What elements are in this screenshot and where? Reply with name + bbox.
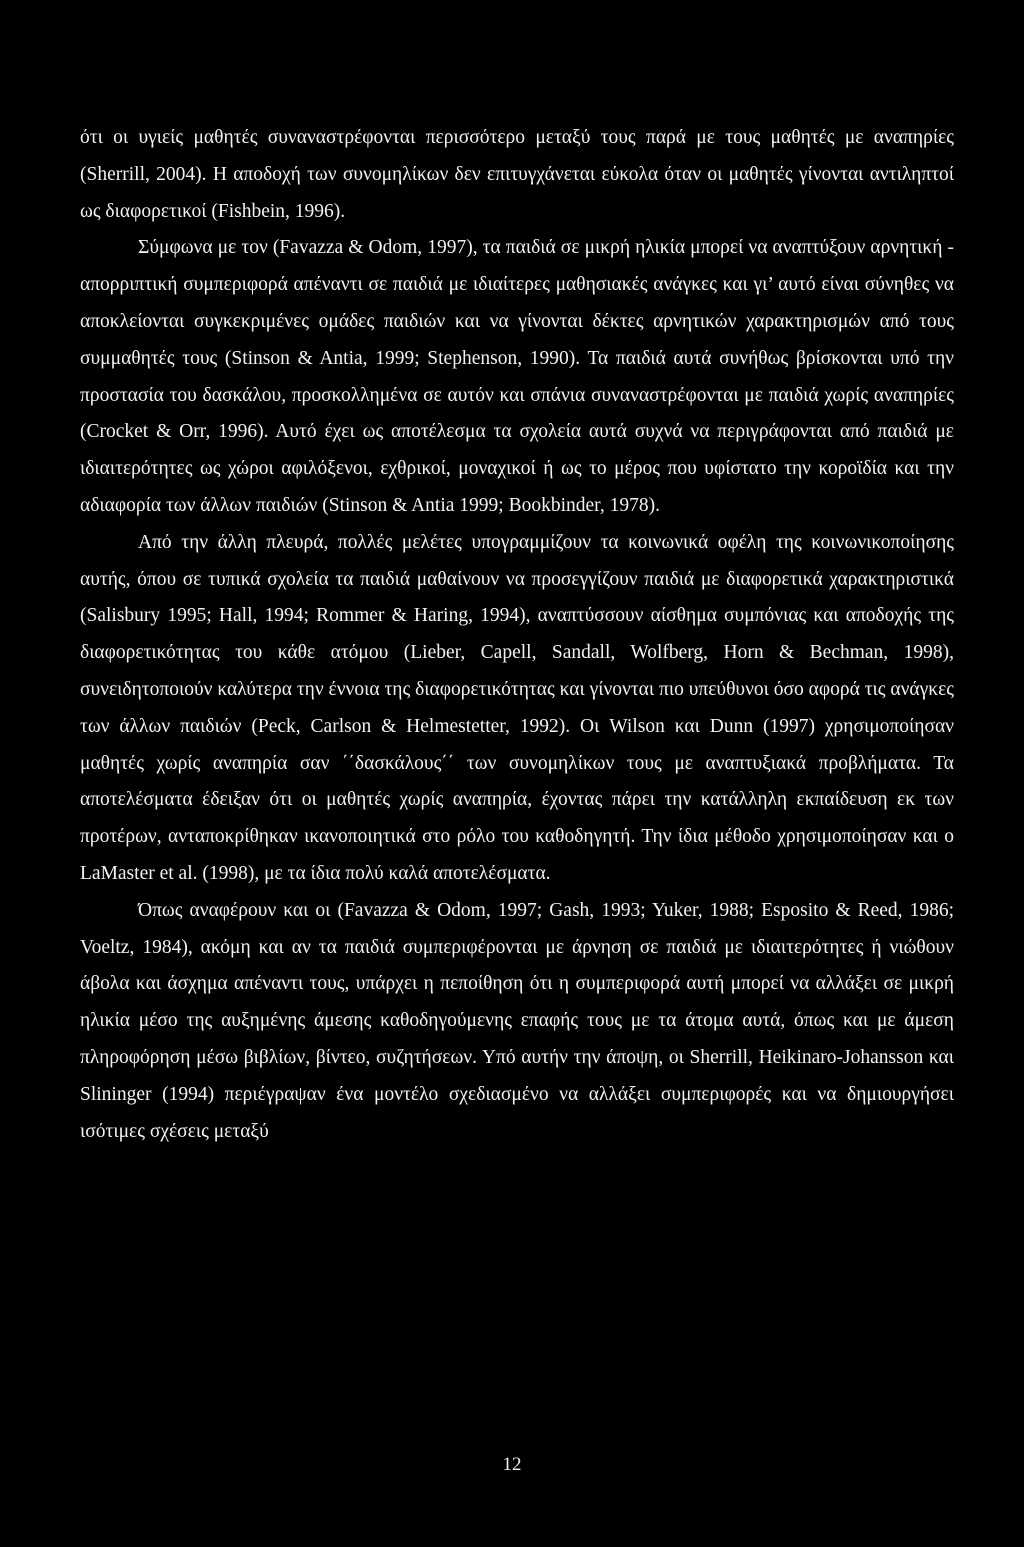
- paragraph-continuation: ότι οι υγιείς μαθητές συναναστρέφονται περισσότερο μεταξύ τους παρά με τους μαθητές με αναπηρίες (Sherrill, 2004). Η αποδοχή των συνομηλίκων δεν επιτυγχάνεται εύκολα όταν οι μαθητές γίνονται αντιληπτοί ως διαφορετικοί (Fishbein, 1996).: [80, 127, 954, 222]
- paragraph: Όπως αναφέρουν και οι (Favazza & Odom, 1997; Gash, 1993; Yuker, 1988; Esposito & Reed, 1986; Voeltz, 1984), ακόμη και αν τα παιδιά συμπεριφέρονται με άρνηση σε παιδιά με ιδιαιτερότητες ή νιώθουν άβολα και άσχημα απέναντι τους, υπάρχει η πεποίθηση ότι η συμπεριφορά αυτή μπορεί να αλλάξει σε μικρή ηλικία μέσο της αυξημένης άμεσης καθοδηγούμενης επαφής τους με τα άτομα αυτά, όπως και με άμεση πληροφόρηση μέσω βιβλίων, βίντεο, συζητήσεων. Υπό αυτήν την άποψη, οι Sherrill, Heikinaro-Johansson και Slininger (1994) περιέγραψαν ένα μοντέλο σχεδιασμένο να αλλάξει συμπεριφορές και να δημιουργήσει ισότιμες σχέσεις μεταξύ: [80, 899, 954, 1142]
- paragraph: Από την άλλη πλευρά, πολλές μελέτες υπογραμμίζουν τα κοινωνικά οφέλη της κοινωνικοποίησης αυτής, όπου σε τυπικά σχολεία τα παιδιά μαθαίνουν να προσεγγίζουν παιδιά με διαφορετικά χαρακτηριστικά (Salisbury 1995; Hall, 1994; Rommer & Haring, 1994), αναπτύσσουν αίσθημα συμπόνιας και αποδοχής της διαφορετικότητας του κάθε ατόμου (Lieber, Capell, Sandall, Wolfberg, Horn & Bechman, 1998), συνειδητοποιούν καλύτερα την έννοια της διαφορετικότητας και γίνονται πιο υπεύθυνοι όσο αφορά τις ανάγκες των άλλων παιδιών (Peck, Carlson & Helmestetter, 1992). Οι Wilson και Dunn (1997) χρησιμοποίησαν μαθητές χωρίς αναπηρία σαν ΄΄δασκάλους΄΄ των συνομηλίκων τους με αναπτυξιακά προβλήματα. Τα αποτελέσματα έδειξαν ότι οι μαθητές χωρίς αναπηρία, έχοντας πάρει την κατάλληλη εκπαίδευση εκ των προτέρων, ανταποκρίθηκαν ικανοποιητικά στο ρόλο του καθοδηγητή. Την ίδια μέθοδο χρησιμοποίησαν και ο LaMaster et al. (1998), με τα ίδια πολύ καλά αποτελέσματα.: [80, 531, 954, 884]
- paragraph: Σύμφωνα με τον (Favazza & Odom, 1997), τα παιδιά σε μικρή ηλικία μπορεί να αναπτύξουν αρνητική - απορριπτική συμπεριφορά απέναντι σε παιδιά με ιδιαίτερες μαθησιακές ανάγκες και γι’ αυτό είναι σύνηθες να αποκλείονται συγκεκριμένες ομάδες παιδιών και να γίνονται δέκτες αρνητικών χαρακτηρισμών από τους συμμαθητές τους (Stinson & Antia, 1999; Stephenson, 1990). Τα παιδιά αυτά συνήθως βρίσκονται υπό την προστασία του δασκάλου, προσκολλημένα σε αυτόν και σπάνια συναναστρέφονται με παιδιά χωρίς αναπηρίες (Crocket & Orr, 1996). Αυτό έχει ως αποτέλεσμα τα σχολεία αυτά συχνά να περιγράφονται από παιδιά με ιδιαιτερότητες ως χώροι αφιλόξενοι, εχθρικοί, μοναχικοί ή ως το μέρος που υφίστατο την κοροϊδία και την αδιαφορία των άλλων παιδιών (Stinson & Antia 1999; Bookbinder, 1978).: [80, 237, 954, 516]
- body-text: [80, 120, 954, 1150]
- page-number: 12: [502, 1454, 522, 1475]
